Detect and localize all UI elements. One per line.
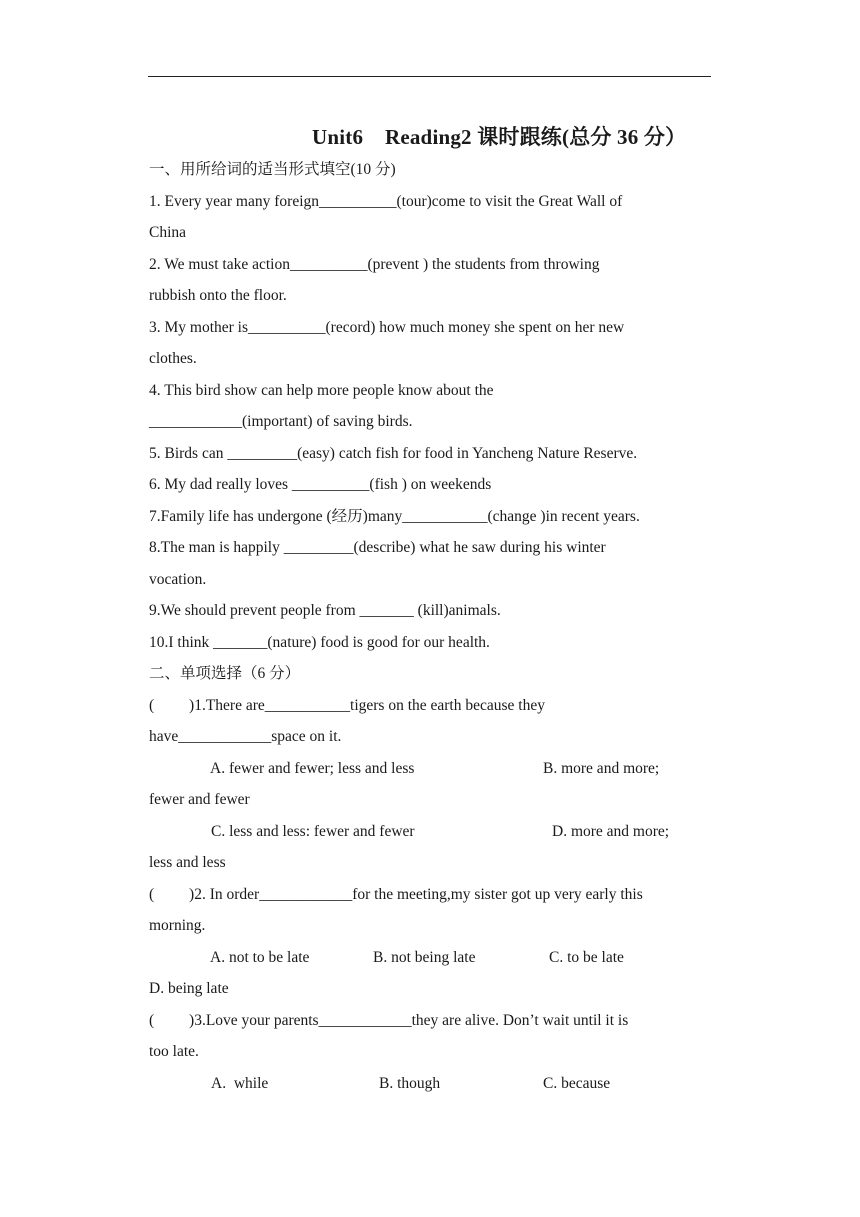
option-a: A. fewer and fewer; less and less: [210, 760, 415, 777]
option-continuation: less and less: [149, 854, 226, 871]
option-c: C. because: [543, 1075, 611, 1092]
exercise-line: ____________(important) of saving birds.: [149, 413, 413, 430]
option-b: B. though: [379, 1075, 441, 1092]
question-stem: too late.: [149, 1043, 199, 1060]
exercise-line: 10.I think _______(nature) food is good for our health.: [149, 634, 490, 651]
option-d: D. more and more;: [552, 823, 670, 840]
exercise-line: 6. My dad really loves __________(fish ) on weekends: [149, 476, 492, 493]
exercise-line: 5. Birds can _________(easy) catch fish for food in Yancheng Nature Reserve.: [149, 445, 638, 462]
question-stem: morning.: [149, 917, 206, 934]
exercise-line: China: [149, 224, 187, 241]
page-title: Unit6 Reading2 课时跟练(总分 36 分）: [312, 125, 687, 149]
exercise-line: 4. This bird show can help more people know about the: [149, 382, 494, 399]
question-stem: ( )1.There are___________tigers on the earth because they: [149, 697, 545, 714]
option-b: B. not being late: [373, 949, 476, 966]
section-heading-fill-blank: 一、用所给词的适当形式填空(10 分): [149, 161, 396, 178]
option-d: D. being late: [149, 980, 229, 997]
option-a: A. not to be late: [210, 949, 310, 966]
section-heading-multiple-choice: 二、单项选择（6 分）: [149, 665, 301, 682]
exercise-line: 7.Family life has undergone (经历)many___________(change )in recent years.: [149, 508, 640, 525]
option-c: C. less and less: fewer and fewer: [211, 823, 415, 840]
option-c: C. to be late: [549, 949, 624, 966]
header-rule: [148, 76, 711, 77]
option-continuation: fewer and fewer: [149, 791, 250, 808]
exercise-line: vocation.: [149, 571, 207, 588]
exercise-line: rubbish onto the floor.: [149, 287, 287, 304]
exercise-line: 2. We must take action__________(prevent ) the students from throwing: [149, 256, 600, 273]
option-b: B. more and more;: [543, 760, 660, 777]
exercise-line: clothes.: [149, 350, 197, 367]
option-a: A. while: [211, 1075, 269, 1092]
question-stem: have____________space on it.: [149, 728, 342, 745]
exercise-line: 1. Every year many foreign__________(tour)come to visit the Great Wall of: [149, 193, 623, 210]
question-stem: ( )2. In order____________for the meeting,my sister got up very early this: [149, 886, 643, 903]
question-stem: ( )3.Love your parents____________they are alive. Don’t wait until it is: [149, 1012, 629, 1029]
exercise-line: 3. My mother is__________(record) how much money she spent on her new: [149, 319, 625, 336]
exercise-line: 9.We should prevent people from _______ (kill)animals.: [149, 602, 501, 619]
exercise-line: 8.The man is happily _________(describe) what he saw during his winter: [149, 539, 606, 556]
